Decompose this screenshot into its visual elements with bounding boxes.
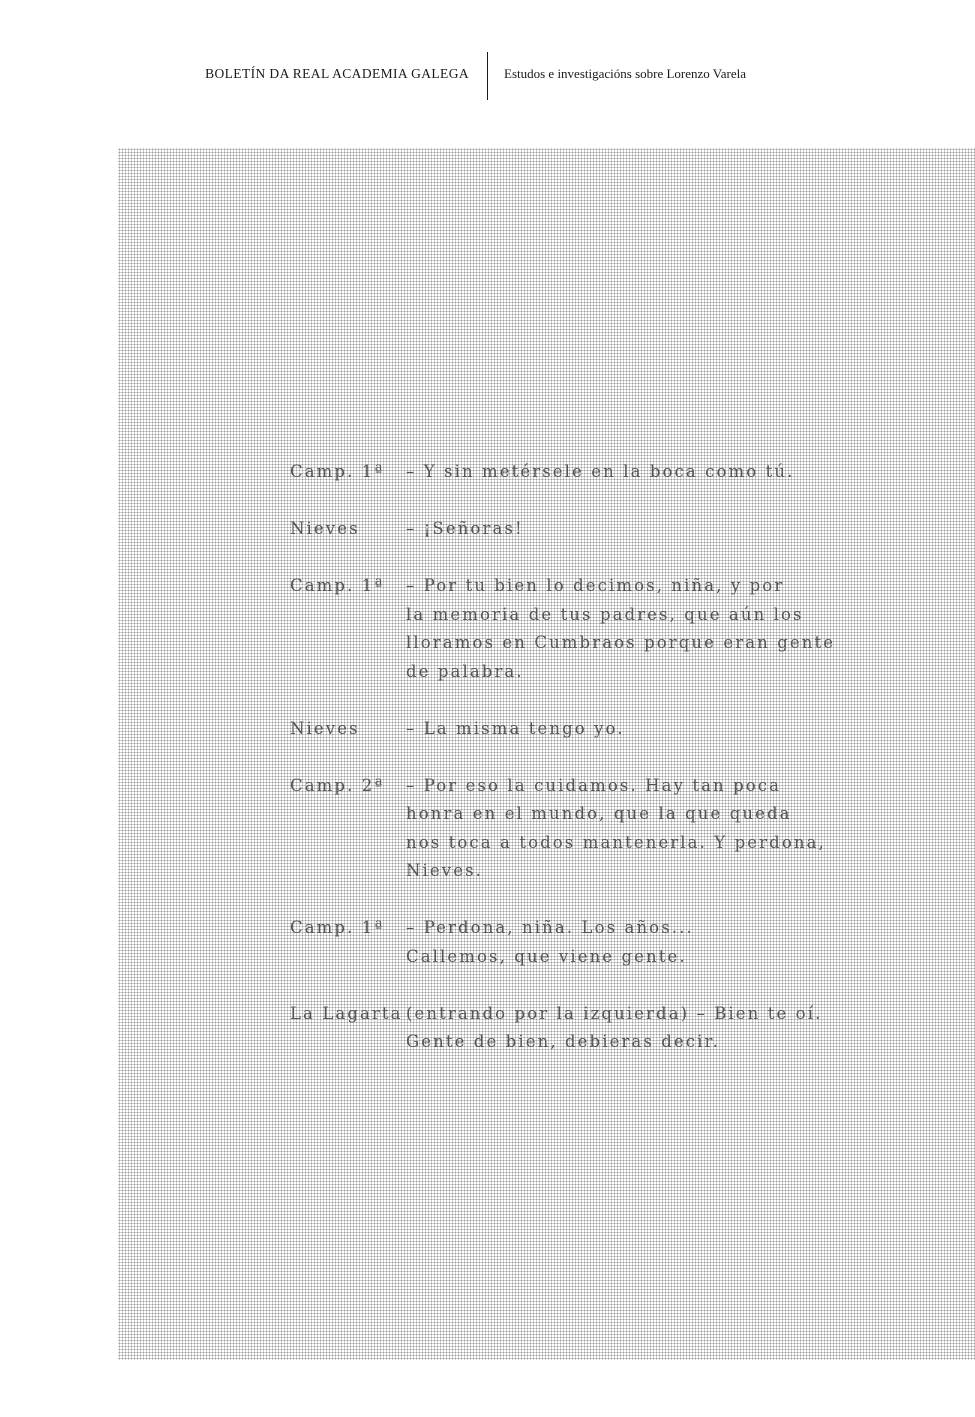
dialogue-line: Callemos, que viene gente. xyxy=(406,946,687,966)
speaker-name: Camp. 1ª xyxy=(290,462,385,481)
dialogue-line: (entrando por la izquierda) – Bien te oí. xyxy=(406,1003,823,1023)
dialogue-line: – La misma tengo yo. xyxy=(406,718,625,738)
dialogue-entry xyxy=(290,515,850,544)
speaker-name: Camp. 1ª xyxy=(290,576,385,595)
running-header xyxy=(0,52,975,100)
dialogue-entry xyxy=(290,572,850,686)
dialogue-line: la memoria de tus padres, que aún los xyxy=(406,604,804,624)
dialogue-block xyxy=(290,458,850,1085)
speaker-name: Camp. 1ª xyxy=(290,918,385,937)
dialogue-line: – Perdona, niña. Los años... xyxy=(406,918,694,937)
dialogue-entry xyxy=(290,914,850,971)
dialogue-line: Nieves. xyxy=(406,861,483,880)
speaker-name: Nieves xyxy=(290,519,360,538)
speaker-name: Nieves xyxy=(290,718,360,738)
dialogue-line: Gente de bien, debieras decir. xyxy=(406,1032,721,1051)
dialogue-line: – Por eso la cuidamos. Hay tan poca xyxy=(406,775,782,795)
dialogue-line: de palabra. xyxy=(406,661,524,681)
dialogue-line: – Y sin metérsele en la boca como tú. xyxy=(406,462,795,481)
dialogue-line: – Por tu bien lo decimos, niña, y por xyxy=(406,576,785,595)
dialogue-line: lloramos en Cumbraos porque eran gente xyxy=(406,633,836,652)
dialogue-entry xyxy=(290,772,850,886)
journal-title: BOLETÍN DA REAL ACADEMIA GALEGA xyxy=(205,66,469,81)
speaker-name: Camp. 2ª xyxy=(290,775,385,795)
dialogue-line: – ¡Señoras! xyxy=(406,519,524,538)
section-title: Estudos e investigacións sobre Lorenzo Varela xyxy=(504,66,746,81)
dialogue-line: honra en el mundo, que la que queda xyxy=(406,804,792,823)
dialogue-entry xyxy=(290,458,850,487)
dialogue-entry xyxy=(290,715,850,744)
dialogue-entry xyxy=(290,1000,850,1057)
header-divider xyxy=(487,52,488,100)
speaker-name: La Lagarta xyxy=(290,1003,403,1023)
dialogue-line: nos toca a todos mantenerla. Y perdona, xyxy=(406,832,826,852)
